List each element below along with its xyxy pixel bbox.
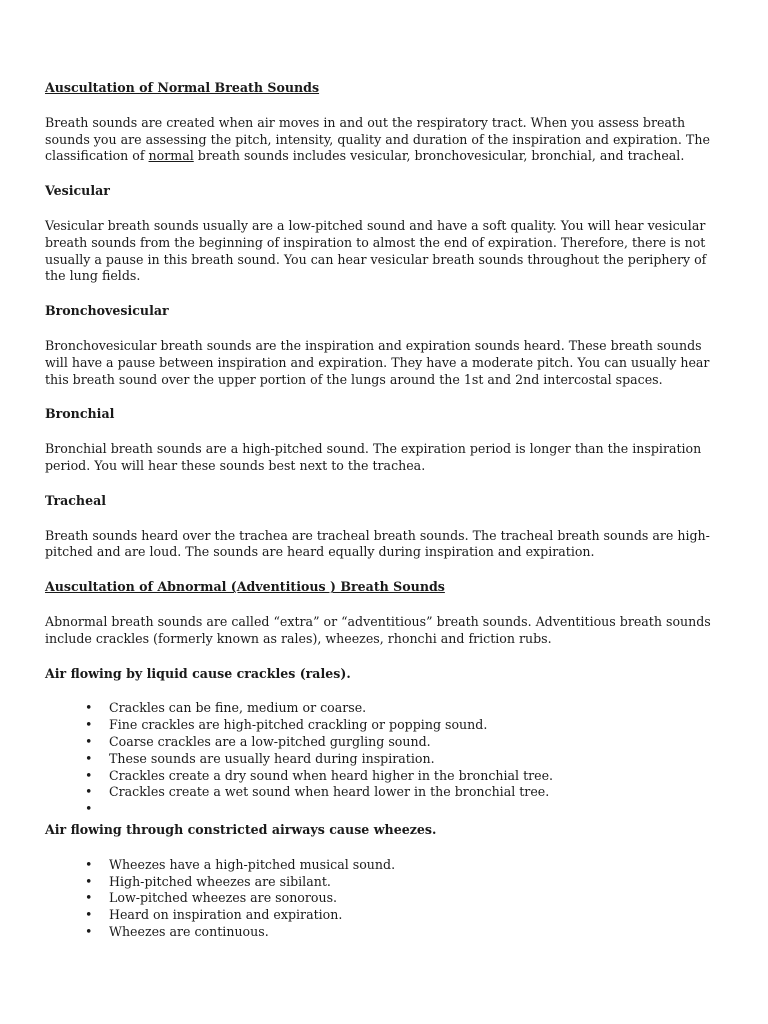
bullet-icon: • (85, 873, 93, 889)
list-item-text: Fine crackles are high-pitched crackling or popping sound. (109, 717, 488, 733)
bullet-icon: • (85, 700, 93, 716)
list-item (45, 751, 717, 768)
list-item-empty (45, 801, 717, 818)
bullet-icon: • (85, 784, 93, 800)
crackles-heading: Air flowing by liquid cause crackles (rales). (45, 665, 351, 681)
list-item (45, 784, 717, 801)
list-item (45, 717, 717, 734)
intro-text-after: breath sounds includes vesicular, bronchovesicular, bronchial, and tracheal. (193, 148, 685, 164)
bullet-icon: • (85, 890, 93, 906)
bullet-icon: • (85, 717, 93, 733)
section-body-vesicular: Vesicular breath sounds usually are a low-pitched sound and have a soft quality. You will hear vesicular breath sounds from the beginning of inspiration to almost the end of expiration. Therefore, there is not usually a pause in this breath sound. You can hear vesicular breath sounds throughout the periphery of the lung fields. (45, 217, 707, 284)
section-heading-tracheal: Tracheal (45, 492, 107, 508)
list-item (45, 907, 717, 924)
bullet-icon: • (85, 907, 93, 923)
bullet-icon: • (85, 733, 93, 749)
section-body-bronchovesicular: Bronchovesicular breath sounds are the inspiration and expiration sounds heard. These breath sounds will have a pause between inspiration and expiration. They have a moderate pitch. You can usually hear this breath sound over the upper portion of the lungs around the 1st and 2nd intercostal spaces. (45, 337, 710, 387)
list-item-text: Heard on inspiration and expiration. (109, 907, 343, 923)
list-item-text: Coarse crackles are a low-pitched gurgling sound. (109, 733, 431, 749)
bullet-icon: • (85, 801, 93, 817)
bullet-icon: • (85, 767, 93, 783)
list-item (45, 874, 717, 891)
document-page (45, 80, 717, 941)
list-item (45, 700, 717, 717)
crackles-list (45, 700, 717, 818)
list-item (45, 768, 717, 785)
abnormal-section-title: Auscultation of Abnormal (Adventitious ) Breath Sounds (45, 579, 445, 595)
list-item-text: Crackles create a wet sound when heard lower in the bronchial tree. (109, 784, 550, 800)
list-item-text: Low-pitched wheezes are sonorous. (109, 890, 338, 906)
section-heading-vesicular: Vesicular (45, 183, 110, 199)
intro-text-before: Breath sounds are created when air moves in and out the respiratory tract. When you assess breath sounds you are assessing the pitch, intensity, quality and duration of the inspiration and expiration. The classification of (45, 114, 710, 164)
bullet-icon: • (85, 750, 93, 766)
wheezes-heading: Air flowing through constricted airways cause wheezes. (45, 821, 437, 837)
list-item-text: These sounds are usually heard during inspiration. (109, 750, 435, 766)
bullet-icon: • (85, 856, 93, 872)
crackles-list-wrapper (45, 700, 717, 818)
section-heading-bronchovesicular: Bronchovesicular (45, 303, 169, 319)
wheezes-list (45, 857, 717, 941)
list-item-text: High-pitched wheezes are sibilant. (109, 873, 331, 889)
list-item (45, 857, 717, 874)
list-item-text: Wheezes have a high-pitched musical sound. (109, 856, 396, 872)
list-item-text: Wheezes are continuous. (109, 923, 269, 939)
intro-underlined-word: normal (148, 148, 194, 164)
list-item (45, 734, 717, 751)
section-heading-bronchial: Bronchial (45, 406, 115, 422)
intro-paragraph (45, 115, 717, 165)
section-body-bronchial: Bronchial breath sounds are a high-pitched sound. The expiration period is longer than the inspiration period. You will hear these sounds best next to the trachea. (45, 441, 702, 473)
page-title: Auscultation of Normal Breath Sounds (45, 80, 320, 95)
abnormal-intro-paragraph: Abnormal breath sounds are called “extra” or “adventitious” breath sounds. Adventitious breath sounds include crackles (formerly known as rales), wheezes, rhonchi and friction rubs. (45, 613, 711, 646)
list-item (45, 890, 717, 907)
list-item-text: Crackles can be fine, medium or coarse. (109, 700, 367, 716)
list-item-text: Crackles create a dry sound when heard higher in the bronchial tree. (109, 767, 554, 783)
section-body-tracheal: Breath sounds heard over the trachea are tracheal breath sounds. The tracheal breath sounds are high-pitched and are loud. The sounds are heard equally during inspiration and expiration. (45, 527, 710, 560)
list-item (45, 924, 717, 941)
bullet-icon: • (85, 923, 93, 939)
